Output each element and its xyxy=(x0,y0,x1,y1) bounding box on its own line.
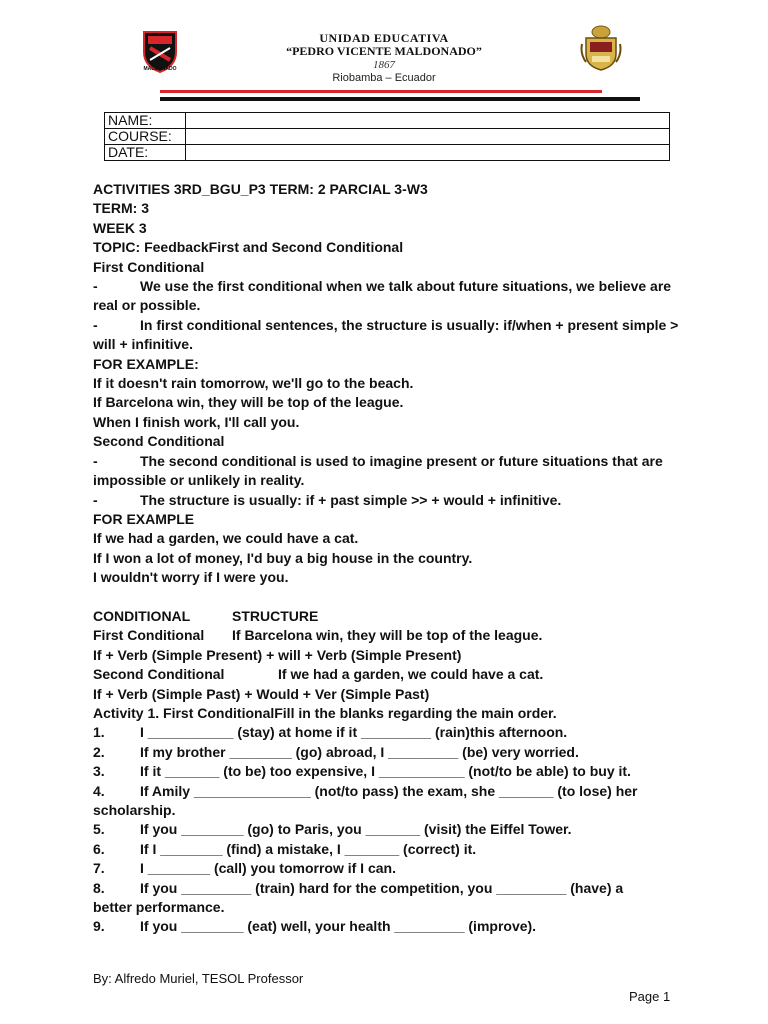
exercise-continuation: better performance. xyxy=(93,899,225,916)
first-example-1: If it doesn't rain tomorrow, we'll go to the beach. xyxy=(93,375,414,392)
structure-row-first-type: First Conditional xyxy=(93,627,205,644)
exercise-number: 4. xyxy=(93,782,105,799)
course-label: COURSE: xyxy=(105,129,186,145)
for-example-heading-1: FOR EXAMPLE: xyxy=(93,355,199,372)
bullet-dash: - xyxy=(93,491,98,508)
coat-of-arms-logo-icon xyxy=(580,24,622,72)
header-red-rule xyxy=(160,90,602,93)
exercise-text: If you _________ (train) hard for the competition, you _________ (have) a xyxy=(140,879,624,896)
first-point-2-text: In first conditional sentences, the structure is usually: if/when + present simple > will + infinitive. xyxy=(93,316,679,353)
school-header xyxy=(0,0,768,110)
exercise-text: If it _______ (to be) too expensive, I ___________ (not/to be able) to buy it. xyxy=(140,763,631,780)
exercise-item xyxy=(93,859,683,878)
name-field[interactable] xyxy=(186,113,670,129)
school-founding-year: 1867 xyxy=(373,59,395,71)
structure-row-first xyxy=(93,626,683,645)
bullet-dash: - xyxy=(93,316,98,333)
activity-title: Activity 1. First ConditionalFill in the blanks regarding the main order. xyxy=(93,704,557,721)
exercise-number: 1. xyxy=(93,724,105,741)
structure-row-second-example: If we had a garden, we could have a cat. xyxy=(278,666,544,683)
exercise-text: If my brother ________ (go) abroad, I _________ (be) very worried. xyxy=(140,743,579,760)
exercise-item xyxy=(93,840,683,859)
structure-row-second-type: Second Conditional xyxy=(93,666,225,683)
first-point-1 xyxy=(93,277,683,316)
first-example-3: When I finish work, I'll call you. xyxy=(93,413,300,430)
spacer xyxy=(93,588,683,607)
name-row xyxy=(105,113,670,129)
structure-row-first-formula: If + Verb (Simple Present) + will + Verb (Simple Present) xyxy=(93,646,462,663)
date-field[interactable] xyxy=(186,145,670,161)
activities-title: ACTIVITIES 3RD_BGU_P3 TERM: 2 PARCIAL 3-W3 xyxy=(93,181,428,197)
exercise-number: 7. xyxy=(93,860,105,877)
exercise-text: If you ________ (go) to Paris, you _______ (visit) the Eiffel Tower. xyxy=(140,821,572,838)
structure-column-header: STRUCTURE xyxy=(232,607,319,624)
exercise-text: If you ________ (eat) well, your health _________ (improve). xyxy=(140,918,537,935)
structure-row-first-example: If Barcelona win, they will be top of the league. xyxy=(232,627,543,644)
left-logo-caption: MALDONADO xyxy=(143,66,177,72)
bullet-dash: - xyxy=(93,278,98,295)
exercise-item xyxy=(93,879,683,898)
structure-row-second xyxy=(93,665,683,684)
school-name-line1: UNIDAD EDUCATIVA xyxy=(319,31,449,45)
date-label: DATE: xyxy=(105,145,186,161)
exercise-item xyxy=(93,743,683,762)
student-info-table xyxy=(104,112,670,161)
week-line: WEEK 3 xyxy=(93,219,147,236)
course-row xyxy=(105,129,670,145)
school-name-line2: “PEDRO VICENTE MALDONADO” xyxy=(286,44,482,58)
second-point-1-text: The second conditional is used to imagine present or future situations that are impossible or unlikely in reality. xyxy=(93,452,663,489)
conditional-column-header: CONDITIONAL xyxy=(93,607,191,624)
date-row xyxy=(105,145,670,161)
second-conditional-heading: Second Conditional xyxy=(93,433,225,450)
bullet-dash: - xyxy=(93,452,98,469)
page-number: Page 1 xyxy=(629,989,671,1004)
second-example-3: I wouldn't worry if I were you. xyxy=(93,569,289,586)
exercise-item xyxy=(93,917,683,936)
structure-row-second-formula: If + Verb (Simple Past) + Would + Ver (Simple Past) xyxy=(93,685,430,702)
exercise-continuation: scholarship. xyxy=(93,801,176,818)
second-point-2-text: The structure is usually: if + past simple >> + would + infinitive. xyxy=(140,491,562,508)
first-conditional-heading: First Conditional xyxy=(93,258,205,275)
exercise-number: 9. xyxy=(93,918,105,935)
exercise-number: 5. xyxy=(93,821,105,838)
course-field[interactable] xyxy=(186,129,670,145)
first-point-2 xyxy=(93,316,683,355)
footer-author: By: Alfredo Muriel, TESOL Professor xyxy=(93,971,304,986)
structure-table-header xyxy=(93,607,683,626)
second-example-1: If we had a garden, we could have a cat. xyxy=(93,530,359,547)
exercise-text: I ________ (call) you tomorrow if I can. xyxy=(140,860,396,877)
topic-line: TOPIC: FeedbackFirst and Second Conditional xyxy=(93,239,404,256)
header-black-rule xyxy=(160,97,640,101)
exercise-text: I ___________ (stay) at home if it _________ (rain)this afternoon. xyxy=(140,724,568,741)
term-line: TERM: 3 xyxy=(93,200,149,217)
school-city: Riobamba – Ecuador xyxy=(332,72,436,84)
exercise-text: If Amily _______________ (not/to pass) the exam, she _______ (to lose) her xyxy=(140,782,638,799)
second-point-1 xyxy=(93,452,683,491)
second-point-2 xyxy=(93,491,683,510)
worksheet-content xyxy=(93,180,683,937)
exercise-item xyxy=(93,820,683,839)
exercise-number: 6. xyxy=(93,840,105,857)
exercise-item xyxy=(93,782,683,801)
first-point-1-text: We use the first conditional when we talk about future situations, we believe are real or possible. xyxy=(93,278,672,314)
for-example-heading-2: FOR EXAMPLE xyxy=(93,510,195,527)
first-example-2: If Barcelona win, they will be top of the league. xyxy=(93,394,404,411)
exercise-item xyxy=(93,723,683,742)
exercise-number: 8. xyxy=(93,879,105,896)
name-label: NAME: xyxy=(105,113,186,129)
exercise-item xyxy=(93,762,683,781)
second-example-2: If I won a lot of money, I'd buy a big house in the country. xyxy=(93,549,473,566)
exercise-number: 2. xyxy=(93,743,105,760)
exercise-number: 3. xyxy=(93,763,105,780)
exercise-text: If I ________ (find) a mistake, I _______ (correct) it. xyxy=(140,840,477,857)
